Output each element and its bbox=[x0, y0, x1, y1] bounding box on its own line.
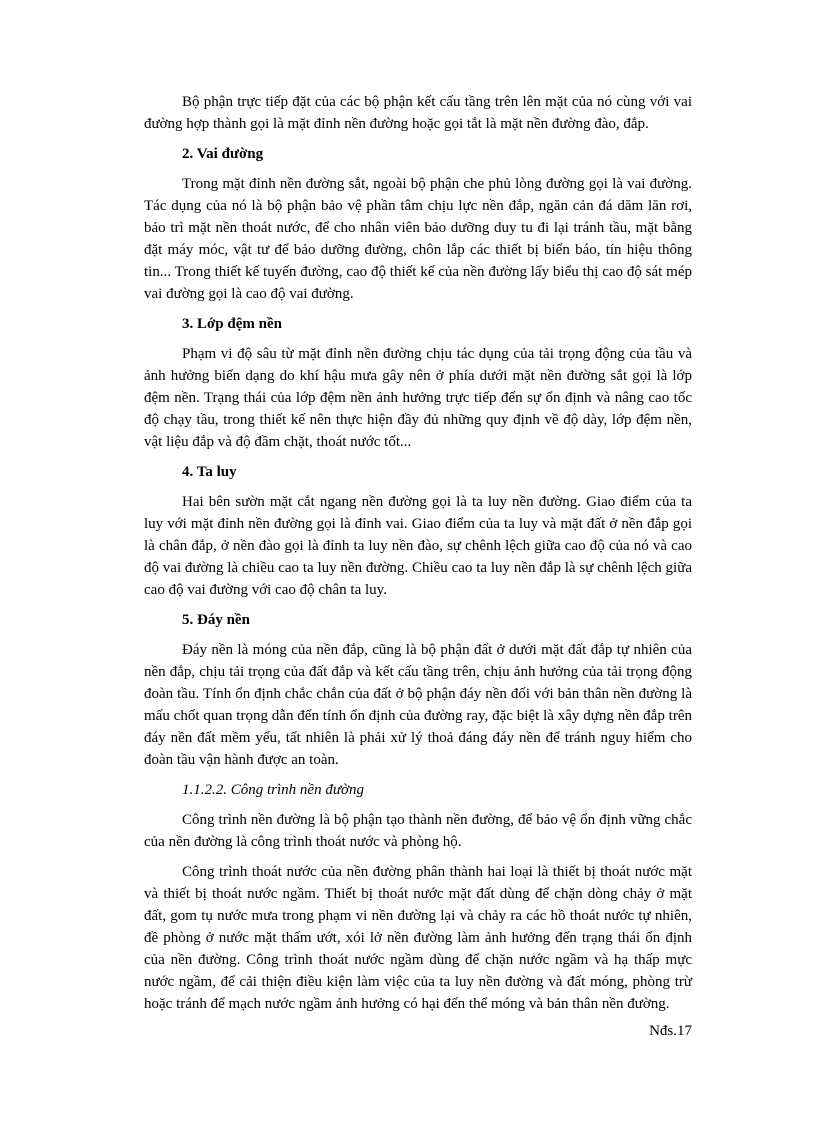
paragraph: Đáy nền là móng của nền đắp, cũng là bộ phận đất ở dưới mặt đất đắp tự nhiên của nền đắp, chịu tải trọng của đất đắp và kết cấu tầng trên, chịu ảnh hưởng của tải trọng động đoàn tầu. Tính ổn định chắc chắn của đất ở bộ phận đáy nền đối với bản thân nền đường là mấu chốt quan trọng dẫn đến tính ổn định của đường ray, đặc biệt là xây dựng nền đắp trên đáy nền đất mềm yếu, tất nhiên là phải xử lý thoả đáng đáy nền để tránh nguy hiểm cho đoàn tầu vận hành được an toàn. bbox=[144, 642, 692, 768]
paragraph: Trong mặt đỉnh nền đường sắt, ngoài bộ phận che phủ lòng đường gọi là vai đường. Tác dụng của nó là bộ phận bảo vệ phần tâm chịu lực nền đắp, ngăn cản đá dăm lăn rơi, bảo trì mặt nền thoát nước, để cho nhân viên bảo dưỡng duy tu đi lại tránh tầu, mặt bằng đặt máy móc, vật tư để bảo dưỡng đường, chôn lắp các thiết bị biển báo, tín hiệu thông tin... Trong thiết kế tuyến đường, cao độ thiết kế của nền đường lấy biểu thị cao độ sát mép vai đường gọi là cao độ vai đường. bbox=[144, 176, 692, 302]
paragraph: Phạm vi độ sâu từ mặt đỉnh nền đường chịu tác dụng của tải trọng động của tầu và ảnh hưởng biến dạng do khí hậu mưa gây nên ở phía dưới mặt nền đường sắt gọi là lớp đệm nền. Trạng thái của lớp đệm nền ảnh hưởng trực tiếp đến sự ổn định và nâng cao tốc độ chạy tầu, trong thiết kế nên thực hiện đầy đủ những quy định về độ dày, lớp đệm nền, vật liệu đắp và độ đầm chặt, thoát nước tốt... bbox=[144, 346, 692, 450]
section-heading: 5. Đáy nền bbox=[182, 612, 250, 628]
paragraph: Hai bên sườn mặt cắt ngang nền đường gọi là ta luy nền đường. Giao điểm của ta luy với mặt đỉnh nền đường gọi là đỉnh vai. Giao điểm của ta luy và mặt đất ở nền đắp gọi là chân đắp, ở nền đào gọi là đỉnh ta luy nền đào, sự chênh lệch giữa cao độ của nó và cao độ vai đường là chiều cao ta luy nền đường. Chiều cao ta luy nền đắp là sự chênh lệch giữa cao độ vai đường với cao độ chân ta luy. bbox=[144, 494, 692, 598]
subsection-heading: 1.1.2.2. Công trình nền đường bbox=[182, 782, 365, 798]
section-heading: 3. Lớp đệm nền bbox=[182, 316, 282, 332]
page-number: Nđs.17 bbox=[649, 1023, 692, 1039]
document-body bbox=[144, 91, 692, 1023]
section-heading: 4. Ta luy bbox=[182, 464, 237, 480]
paragraph: Công trình thoát nước của nền đường phân thành hai loại là thiết bị thoát nước mặt và thiết bị thoát nước ngầm. Thiết bị thoát nước mặt đất dùng để chặn dòng chảy ở mặt đất, gom tụ nước mưa trong phạm vi nền đường lại và chảy ra các hồ thoát nước tự nhiên, đề phòng ở nước mặt thấm ướt, xói lở nền đường làm ảnh hưởng đến trạng thái ổn định của nền đường. Công trình thoát nước ngầm dùng để chặn nước ngầm và hạ thấp mực nước ngầm, để cải thiện điều kiện làm việc của ta luy nền đường và đất móng, phòng trừ hoặc tránh để mạch nước ngầm ảnh hưởng có hại đến thể móng và bản thân nền đường. bbox=[144, 864, 692, 1012]
paragraph: Công trình nền đường là bộ phận tạo thành nền đường, để bảo vệ ổn định vững chắc của nền đường là công trình thoát nước và phòng hộ. bbox=[144, 812, 692, 850]
paragraph: Bộ phận trực tiếp đặt của các bộ phận kết cấu tầng trên lên mặt của nó cùng với vai đường hợp thành gọi là mặt đỉnh nền đường hoặc gọi tắt là mặt nền đường đào, đắp. bbox=[144, 94, 692, 132]
section-heading: 2. Vai đường bbox=[182, 146, 264, 162]
